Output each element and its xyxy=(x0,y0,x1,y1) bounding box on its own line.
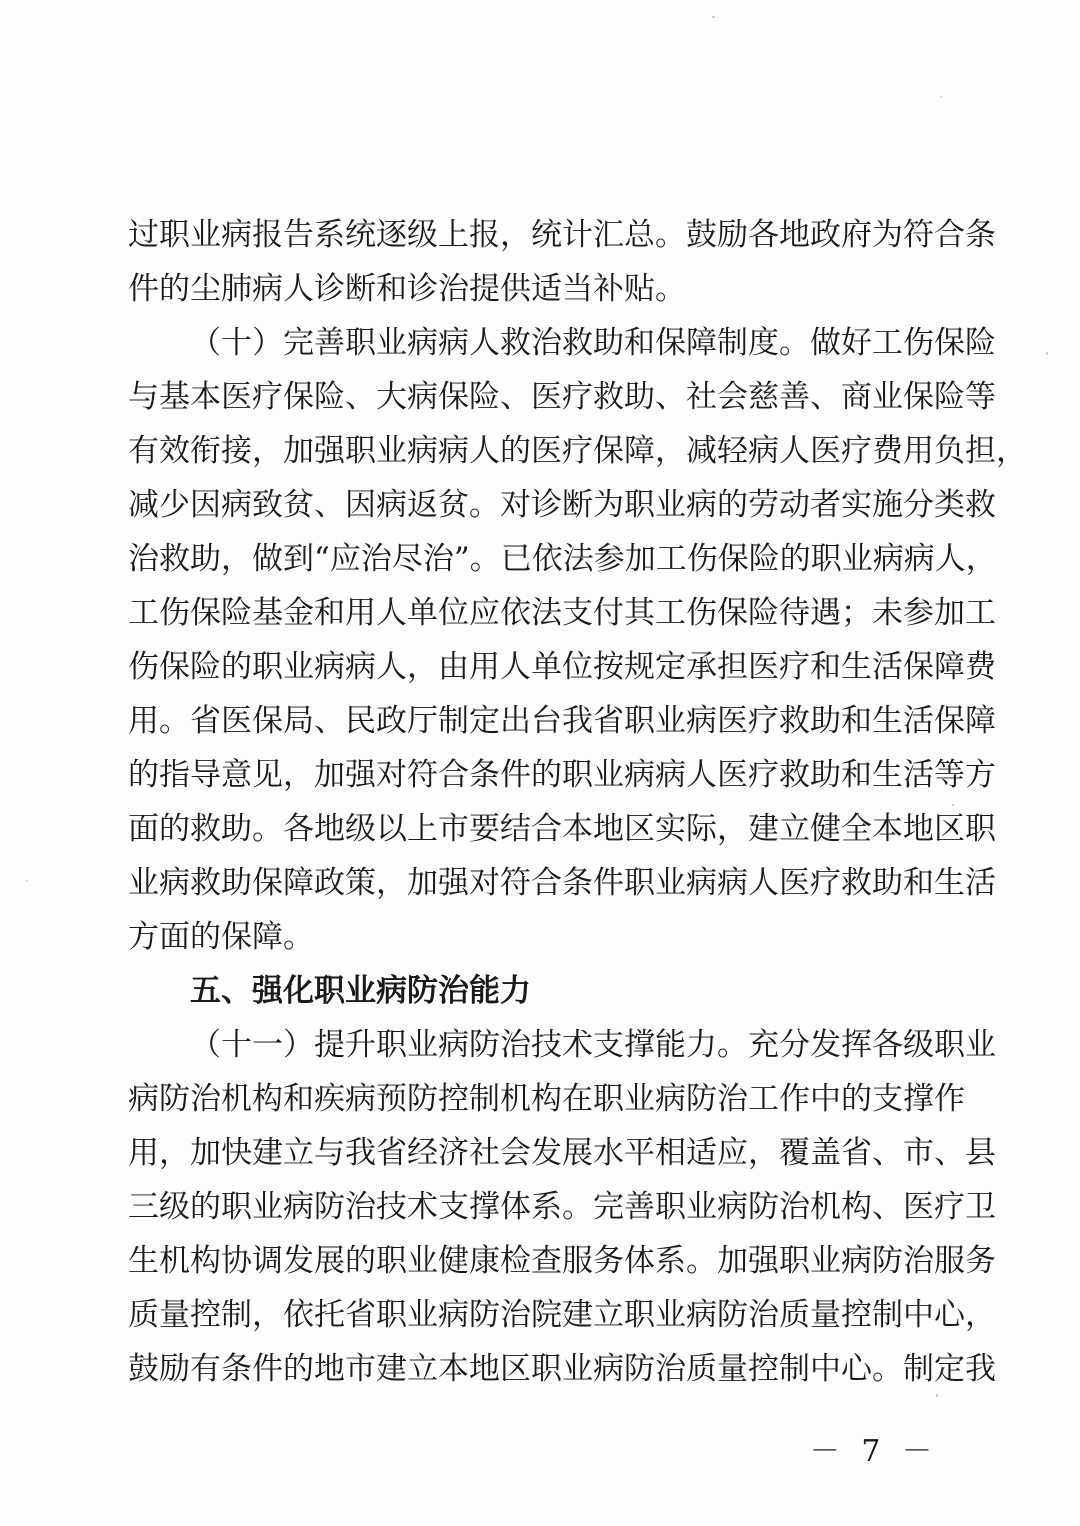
text-line: 的指导意见，加强对符合条件的职业病病人医疗救助和生活等方 xyxy=(128,757,996,793)
text-line: 业病救助保障政策，加强对符合条件职业病病人医疗救助和生活 xyxy=(128,865,996,901)
paragraph-start-line: （十）完善职业病病人救治救助和保障制度。做好工伤保险 xyxy=(190,325,996,361)
section-heading: 五、强化职业病防治能力 xyxy=(190,973,531,1009)
scan-speck xyxy=(936,1394,938,1397)
scan-speck xyxy=(940,96,942,98)
text-line: 伤保险的职业病病人，由用人单位按规定承担医疗和生活保障费 xyxy=(128,649,996,685)
text-line: 方面的保障。 xyxy=(128,919,314,955)
page-number: － 7 － xyxy=(809,1434,938,1469)
scan-speck xyxy=(952,804,954,806)
text-line: 面的救助。各地级以上市要结合本地区实际，建立健全本地区职 xyxy=(128,811,996,847)
text-line: 工伤保险基金和用人单位应依法支付其工伤保险待遇；未参加工 xyxy=(128,595,996,631)
text-line: 过职业病报告系统逐级上报，统计汇总。鼓励各地政府为符合条 xyxy=(128,217,996,253)
document-body xyxy=(128,208,1027,1396)
text-line: 有效衔接，加强职业病病人的医疗保障，减轻病人医疗费用负担， xyxy=(128,433,1027,469)
text-line: 病防治机构和疾病预防控制机构在职业病防治工作中的支撑作 xyxy=(128,1081,965,1117)
text-line: 用，加快建立与我省经济社会发展水平相适应，覆盖省、市、县 xyxy=(128,1135,996,1171)
text-line: 减少因病致贫、因病返贫。对诊断为职业病的劳动者实施分类救 xyxy=(128,487,996,523)
text-line: 质量控制，依托省职业病防治院建立职业病防治质量控制中心， xyxy=(128,1297,996,1333)
text-line: 与基本医疗保险、大病保险、医疗救助、社会慈善、商业保险等 xyxy=(128,379,996,415)
text-line: 生机构协调发展的职业健康检查服务体系。加强职业病防治服务 xyxy=(128,1243,996,1279)
scan-speck xyxy=(1046,352,1048,355)
scan-speck xyxy=(26,880,28,882)
text-line: 三级的职业病防治技术支撑体系。完善职业病防治机构、医疗卫 xyxy=(128,1189,996,1225)
paragraph-start-line: （十一）提升职业病防治技术支撑能力。充分发挥各级职业 xyxy=(190,1027,996,1063)
scan-speck xyxy=(712,16,715,18)
text-line: 用。省医保局、民政厅制定出台我省职业病医疗救助和生活保障 xyxy=(128,703,996,739)
text-line: 鼓励有条件的地市建立本地区职业病防治质量控制中心。制定我 xyxy=(128,1351,996,1387)
text-line: 治救助，做到“应治尽治”。已依法参加工伤保险的职业病病人， xyxy=(128,541,997,577)
text-line: 件的尘肺病人诊断和诊治提供适当补贴。 xyxy=(128,271,686,307)
